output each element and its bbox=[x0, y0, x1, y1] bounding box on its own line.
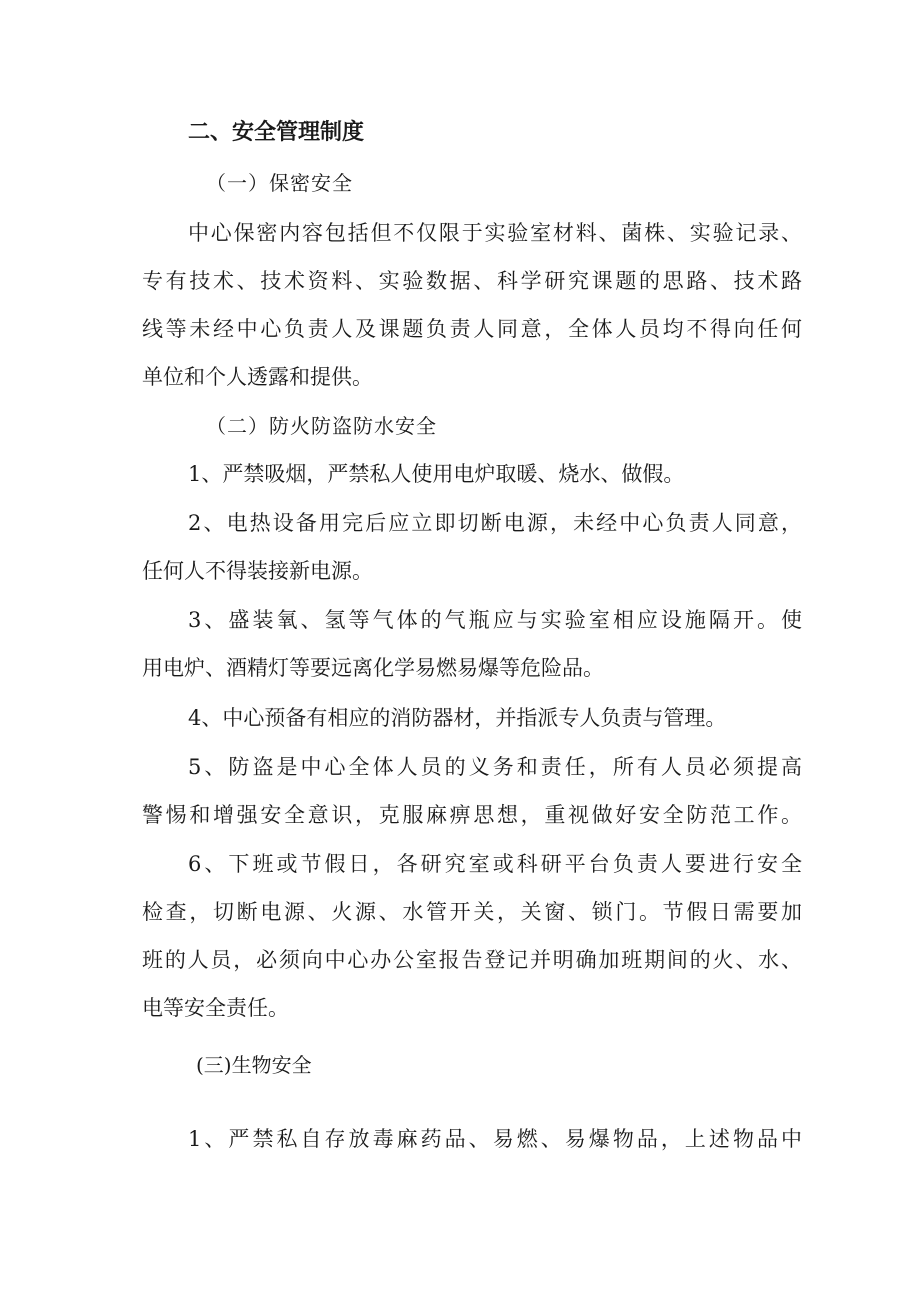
list-item-line: 5、防盗是中心全体人员的义务和责任，所有人员必须提高 bbox=[188, 755, 802, 779]
list-item-line: 任何人不得装接新电源。 bbox=[142, 559, 373, 583]
list-item-line: 6、下班或节假日，各研究室或科研平台负责人要进行安全 bbox=[188, 852, 802, 876]
paragraph-line: 线等未经中心负责人及课题负责人同意，全体人员均不得向任何 bbox=[142, 317, 802, 341]
section-heading: 二、安全管理制度 bbox=[188, 120, 365, 145]
list-item-line: 1、严禁吸烟，严禁私人使用电炉取暖、烧水、做假。 bbox=[188, 462, 685, 486]
list-item-line: 警惕和增强安全意识，克服麻痹思想，重视做好安全防范工作。 bbox=[142, 803, 802, 827]
list-item-line: 电等安全责任。 bbox=[142, 996, 289, 1020]
paragraph-line: 中心保密内容包括但不仅限于实验室材料、菌株、实验记录、 bbox=[188, 221, 802, 245]
list-item-line: 1、严禁私自存放毒麻药品、易燃、易爆物品，上述物品中 bbox=[188, 1127, 802, 1151]
list-item-line: 班的人员，必须向中心办公室报告登记并明确加班期间的火、水、 bbox=[142, 948, 802, 972]
paragraph-line: 专有技术、技术资料、实验数据、科学研究课题的思路、技术路 bbox=[142, 269, 802, 293]
list-item-line: 4、中心预备有相应的消防器材，并指派专人负责与管理。 bbox=[188, 706, 727, 730]
subsection-heading-biosafety: (三)生物安全 bbox=[196, 1053, 312, 1077]
list-item-line: 用电炉、酒精灯等要远离化学易燃易爆等危险品。 bbox=[142, 656, 604, 680]
list-item-line: 检查，切断电源、火源、水管开关，关窗、锁门。节假日需要加 bbox=[142, 900, 802, 924]
subsection-heading-confidentiality: （一）保密安全 bbox=[206, 171, 353, 195]
list-item-line: 3、盛装氧、氢等气体的气瓶应与实验室相应设施隔开。使 bbox=[188, 608, 802, 632]
list-item-line: 2、电热设备用完后应立即切断电源，未经中心负责人同意， bbox=[188, 511, 802, 535]
paragraph-line: 单位和个人透露和提供。 bbox=[142, 365, 373, 389]
subsection-heading-fire-theft-water: （二）防火防盗防水安全 bbox=[206, 414, 437, 438]
